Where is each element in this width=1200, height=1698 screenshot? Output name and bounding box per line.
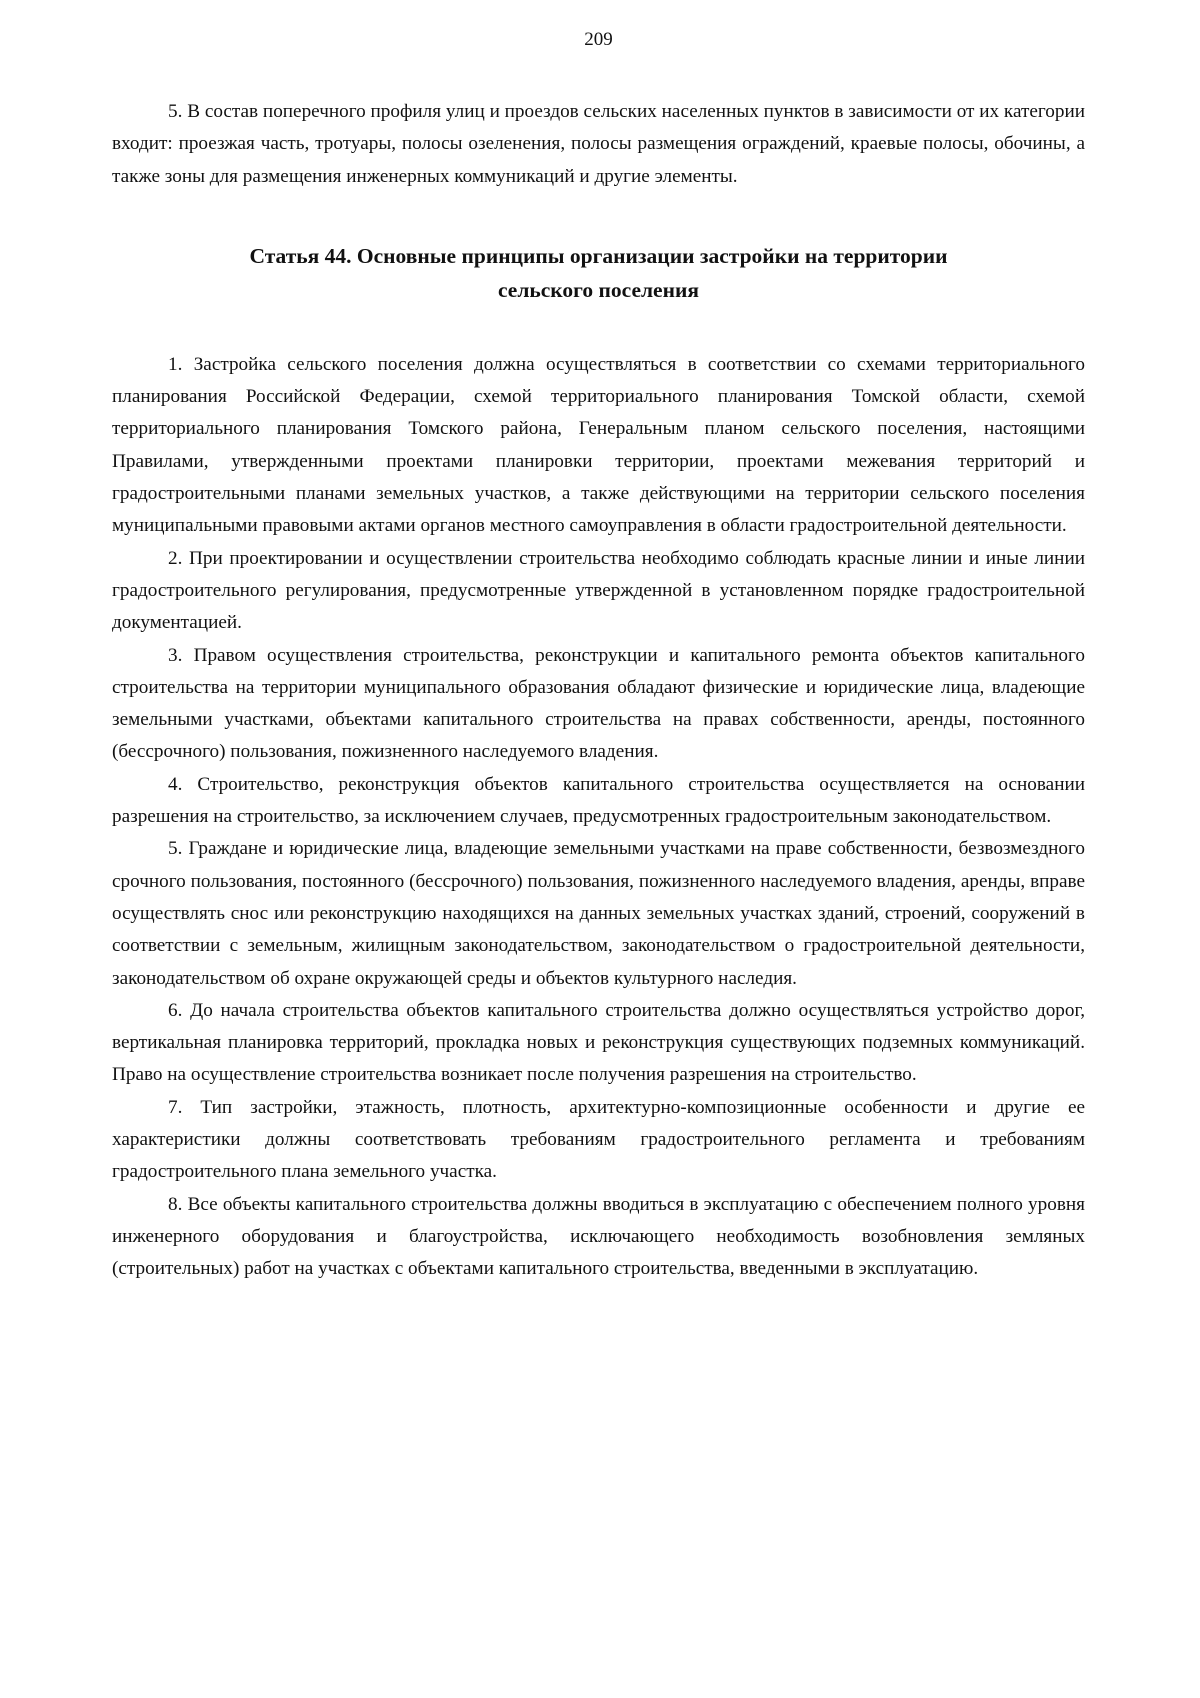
article-paragraph-6: 6. До начала строительства объектов капитального строительства должно осуществляться устройство дорог, вертикальная планировка территорий, прокладка новых и реконструкция существующих подземных коммуникаций. Право на осуществление строительства возникает после получения разрешения на строительство. <box>112 999 1085 1086</box>
article-title-line-2: сельского поселения <box>497 277 700 302</box>
page-number: 209 <box>584 29 613 50</box>
article-body <box>112 349 1085 1286</box>
article-paragraph-5: 5. Граждане и юридические лица, владеющие земельными участками на праве собственности, безвозмездного срочного пользования, постоянного (бессрочного) пользования, пожизненного наследуемого владения, аренды, вправе осуществлять снос или реконструкцию находящихся на данных земельных участках зданий, строений, сооружений в соответствии с земельным, жилищным законодательством, законодательством о градостроительной деятельности, законодательством об охране окружающей среды и объектов культурного наследия. <box>112 838 1085 989</box>
article-paragraph-8: 8. Все объекты капитального строительства должны вводиться в эксплуатацию с обеспечением полного уровня инженерного оборудования и благоустройства, исключающего необходимость возобновления земляных (строительных) работ на участках с объектами капитального строительства, введенными в эксплуатацию. <box>112 1193 1085 1280</box>
article-paragraph-2: 2. При проектировании и осуществлении строительства необходимо соблюдать красные линии и иные линии градостроительного регулирования, предусмотренные утвержденной в установленном порядке градостроительной документацией. <box>112 547 1085 634</box>
article-paragraph-4: 4. Строительство, реконструкция объектов капитального строительства осуществляется на основании разрешения на строительство, за исключением случаев, предусмотренных градостроительным законодательством. <box>112 773 1085 828</box>
article-title <box>112 239 1085 307</box>
article-paragraph-7: 7. Тип застройки, этажность, плотность, архитектурно-композиционные особенности и другие ее характеристики должны соответствовать требованиям градостроительного регламента и требованиям градостроительного плана земельного участка. <box>112 1096 1085 1183</box>
article-paragraph-3: 3. Правом осуществления строительства, реконструкции и капитального ремонта объектов капитального строительства на территории муниципального образования обладают физические и юридические лица, владеющие земельными участками, объектами капитального строительства на правах собственности, аренды, постоянного (бессрочного) пользования, пожизненного наследуемого владения. <box>112 644 1085 763</box>
article-paragraph-1: 1. Застройка сельского поселения должна осуществляться в соответствии со схемами территориального планирования Российской Федерации, схемой территориального планирования Томской области, схемой территориального планирования Томского района, Генеральным планом сельского поселения, настоящими Правилами, утвержденными проектами планировки территории, проектами межевания территорий и градостроительными планами земельных участков, а также действующими на территории сельского поселения муниципальными правовыми актами органов местного самоуправления в области градостроительной деятельности. <box>112 353 1085 537</box>
intro-paragraph: 5. В состав поперечного профиля улиц и проездов сельских населенных пунктов в зависимости от их категории входит: проезжая часть, тротуары, полосы озеленения, полосы размещения ограждений, краевые полосы, обочины, а также зоны для размещения инженерных коммуникаций и другие элементы. <box>112 101 1085 187</box>
article-title-line-1: Статья 44. Основные принципы организации застройки на территории <box>249 243 948 268</box>
